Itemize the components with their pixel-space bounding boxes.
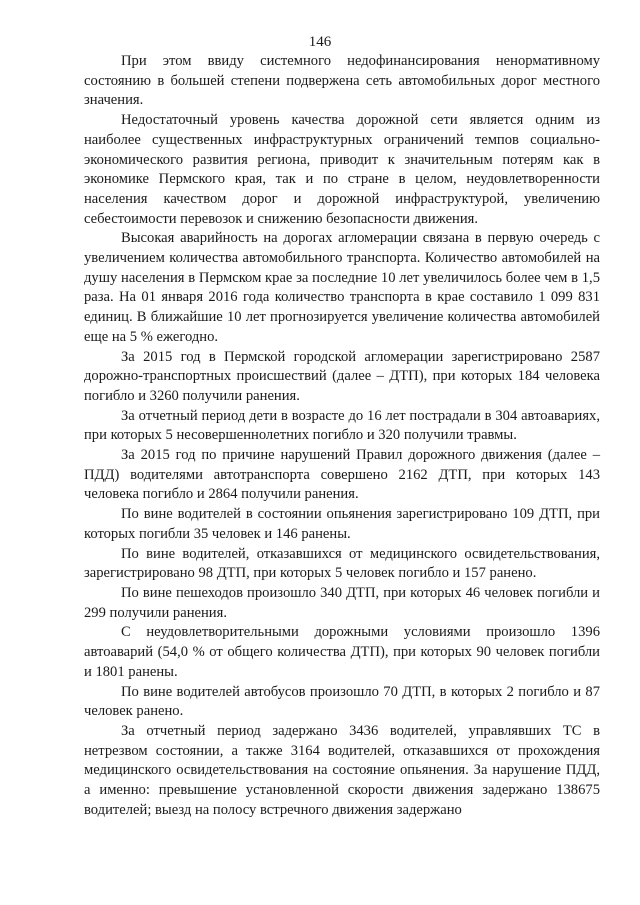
document-body bbox=[84, 52, 600, 820]
paragraph-road-quality: Недостаточный уровень качества дорожной сети является одним из наиболее существенных инфраструктурных ограничений темпов социально-экономического развития региона, приводит к значительным потерям как в экономике Пермского края, так и по стране в целом, неудовлетворенности населения качеством дорог и дорожной инфраструктурой, увеличению себестоимости перевозок и снижению безопасности движения. bbox=[84, 112, 600, 227]
paragraph-bus-drivers: По вине водителей автобусов произошло 70 ДТП, в которых 2 погибло и 87 человек ранено. bbox=[84, 683, 600, 720]
paragraph-accident-rate: Высокая аварийность на дорогах агломерации связана в первую очередь с увеличением количества автомобильного транспорта. Количество автомобилей на душу населения в Пермском крае за последние 10 лет увеличилось более чем в 1,5 раза. На 01 января 2016 года количество транспорта в крае составило 1 099 831 единиц. В ближайшие 10 лет прогнозируется увеличение количества автомобилей еще на 5 % ежегодно. bbox=[84, 230, 600, 345]
paragraph-pedestrians: По вине пешеходов произошло 340 ДТП, при которых 46 человек погибли и 299 получили ранения. bbox=[84, 584, 600, 621]
paragraph-detained-drivers: За отчетный период задержано 3436 водителей, управлявших ТС в нетрезвом состоянии, а также 3164 водителей, отказавшихся от прохождения медицинского освидетельствования на состояние опьянения. За нарушение ПДД, а именно: превышение установленной скорости движения задержано 138675 водителей; выезд на полосу встречного движения задержано bbox=[84, 722, 600, 818]
paragraph-2015-accidents: За 2015 год в Пермской городской агломерации зарегистрировано 2587 дорожно-транспортных происшествий (далее – ДТП), при которых 184 человека погибло и 3260 получили ранения. bbox=[84, 348, 600, 404]
paragraph-road-conditions: С неудовлетворительными дорожными условиями произошло 1396 автоаварий (54,0 % от общего количества ДТП), при которых 90 человек погибли и 1801 ранены. bbox=[84, 624, 600, 680]
paragraph-underfunding: При этом ввиду системного недофинансирования ненормативному состоянию в большей степени подвержена сеть автомобильных дорог местного значения. bbox=[84, 53, 600, 109]
page-number: 146 bbox=[308, 34, 332, 50]
paragraph-refused-examination: По вине водителей, отказавшихся от медицинского освидетельствования, зарегистрировано 98 ДТП, при которых 5 человек погибло и 157 ранено. bbox=[84, 545, 600, 582]
paragraph-drunk-drivers: По вине водителей в состоянии опьянения зарегистрировано 109 ДТП, при которых погибли 35 человек и 146 ранены. bbox=[84, 506, 600, 542]
paragraph-children: За отчетный период дети в возрасте до 16 лет пострадали в 304 автоавариях, при которых 5 несовершеннолетних погибло и 320 получили травмы. bbox=[84, 407, 600, 444]
paragraph-traffic-violations: За 2015 год по причине нарушений Правил дорожного движения (далее – ПДД) водителями автотранспорта совершено 2162 ДТП, при которых 143 человека погибло и 2864 получили ранения. bbox=[84, 447, 600, 503]
